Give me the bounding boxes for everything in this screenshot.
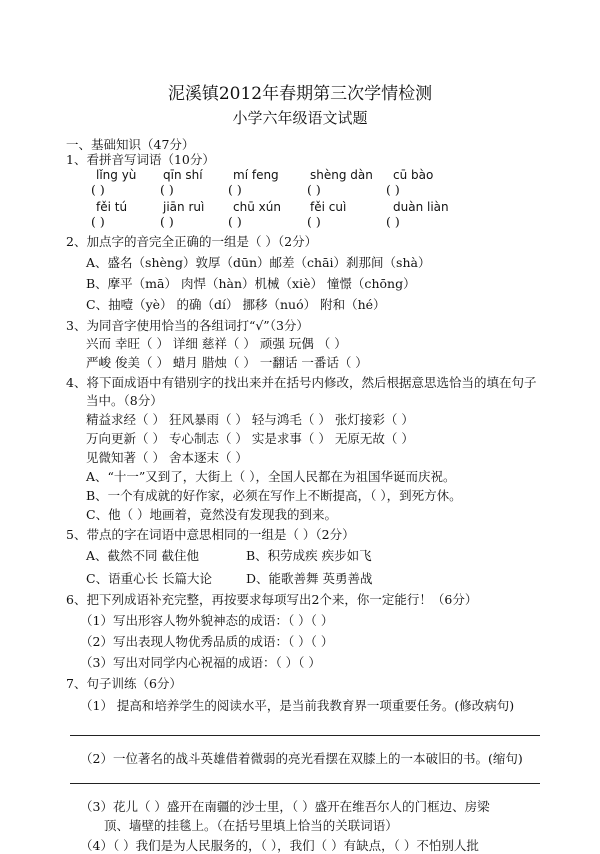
- q7-sentence-1: （1） 提高和培养学生的阅读水平，是当前我教育界一项重要任务。(修改病句): [80, 698, 515, 713]
- answer-blank[interactable]: ( ): [228, 214, 242, 229]
- q7-sentence-4: （4）（ ）我们是为人民服务的，（ ），我们（ ）有缺点，（ ）不怕别人批: [80, 838, 479, 853]
- answer-blank[interactable]: ( ): [228, 182, 242, 197]
- pinyin-6: fěi tú: [96, 200, 128, 214]
- q2-option-c: C、抽噎（yè） 的确（dí） 挪移（nuó） 附和（hé）: [86, 297, 386, 312]
- q6-item-1: （1）写出形容人物外貌神态的成语：（ ）（ ）: [80, 613, 334, 628]
- pinyin-7: jiān ruì: [163, 200, 205, 214]
- q7-sentence-3: （3）花儿（ ）盛开在南疆的沙士里，（ ）盛开在维吾尔人的门框边、房梁: [80, 799, 490, 814]
- pinyin-5: cū bào: [393, 168, 434, 182]
- q6-item-3: （3）写出对同学内心祝福的成语：（ ）（ ）: [80, 655, 321, 670]
- answer-blank[interactable]: ( ): [160, 182, 174, 197]
- pinyin-8: chū xún: [233, 200, 281, 214]
- q2-title: 2、加点字的音完全正确的一组是（ ）（2分）: [66, 234, 318, 249]
- q4-title: 4、将下面成语中有错别字的找出来并在括号内修改，然后根据意思选恰当的填在句子: [66, 375, 537, 390]
- pinyin-3: mí feng: [233, 168, 279, 182]
- q2-option-a: A、盛名（shèng）敦厚（dūn）邮差（chāi）刹那间（shà）: [86, 255, 431, 270]
- pinyin-10: duàn liàn: [393, 200, 449, 214]
- q4-row-2: 万向更新（ ） 专心制志（ ） 实是求事（ ） 无原无故（ ）: [86, 431, 414, 446]
- answer-blank[interactable]: ( ): [307, 214, 321, 229]
- answer-blank[interactable]: ( ): [91, 182, 105, 197]
- q4-title-cont: 当中。（8分）: [86, 393, 163, 408]
- q5-option-a: A、截然不同 截住他: [86, 548, 200, 563]
- q4-sentence-a: A、“十一”又到了，大街上（ ），全国人民都在为祖国华诞而庆祝。: [86, 469, 456, 484]
- q7-sentence-3-cont: 顶、墙壁的挂毯上。（在括号里填上恰当的关联词语）: [104, 818, 398, 833]
- q3-row-2: 严峻 俊美（ ） 蜡月 腊烛（ ） 一翻话 一番话（ ）: [86, 355, 368, 370]
- pinyin-1: lǐng yù: [96, 168, 137, 182]
- pinyin-2: qīn shí: [163, 168, 203, 182]
- q6-title: 6、把下列成语补充完整，再按要求每项写出2个来，你一定能行！（6分）: [66, 592, 478, 607]
- q3-row-1: 兴而 幸旺（ ） 详细 慈祥（ ） 顽强 玩偶 （ ）: [86, 336, 347, 351]
- q5-option-d: D、能歌善舞 英勇善战: [246, 571, 373, 586]
- q6-item-2: （2）写出表现人物优秀品质的成语：（ ）（ ）: [80, 634, 334, 649]
- exam-subtitle: 小学六年级语文试题: [232, 109, 368, 127]
- q2-option-b: B、摩平（mā） 肉悍（hàn）机械（xiè） 憧憬（chōng）: [86, 276, 416, 291]
- section-title: 一、基础知识（47分）: [66, 137, 195, 152]
- q4-sentence-b: B、一个有成就的好作家，必须在写作上不断提高，（ ），到死方休。: [86, 488, 462, 503]
- answer-line[interactable]: [70, 783, 540, 784]
- answer-blank[interactable]: ( ): [160, 214, 174, 229]
- pinyin-4: shèng dàn: [310, 168, 373, 182]
- q3-title: 3、为同音字使用恰当的各组词打“√”（3分）: [66, 318, 309, 333]
- answer-blank[interactable]: ( ): [91, 214, 105, 229]
- q1-title: 1、看拼音写词语（10分）: [66, 152, 215, 167]
- answer-blank[interactable]: ( ): [386, 214, 400, 229]
- answer-line[interactable]: [70, 735, 540, 736]
- answer-blank[interactable]: ( ): [307, 182, 321, 197]
- q5-option-b: B、积劳成疾 疾步如飞: [246, 548, 372, 563]
- q5-option-c: C、语重心长 长篇大论: [86, 571, 213, 586]
- q4-row-3: 见微知著（ ） 舍本逐末（ ）: [86, 450, 248, 465]
- q4-row-1: 精益求经（ ） 狂风暴雨（ ） 轻与鸿毛（ ） 张灯接彩（ ）: [86, 412, 414, 427]
- exam-title: 泥溪镇2012年春期第三次学情检测: [167, 84, 433, 104]
- pinyin-9: fěi cuì: [310, 200, 347, 214]
- q7-sentence-2: （2）一位著名的战斗英雄借着微弱的亮光看摆在双膝上的一本破旧的书。(缩句): [80, 751, 523, 766]
- answer-blank[interactable]: ( ): [386, 182, 400, 197]
- q5-title: 5、带点的字在词语中意思相同的一组是（ ）（2分）: [66, 527, 355, 542]
- q4-sentence-c: C、他（ ）地画着，竟然没有发现我的到来。: [86, 507, 338, 522]
- q7-title: 7、句子训练（6分）: [66, 676, 182, 691]
